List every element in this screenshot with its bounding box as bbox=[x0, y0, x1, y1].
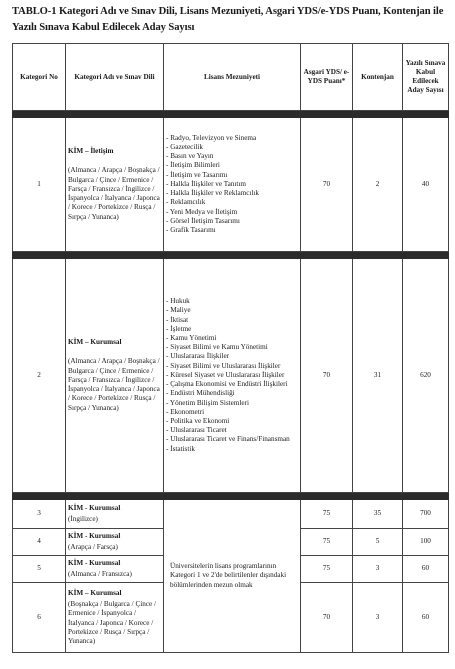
list-item: - Maliye bbox=[166, 306, 191, 315]
header-kontenjan: Kontenjan bbox=[353, 44, 403, 111]
kontenjan-value: 5 bbox=[353, 529, 403, 556]
list-item: - İletişim Bilimleri bbox=[166, 161, 220, 170]
row-number: 2 bbox=[13, 259, 66, 493]
category-cell bbox=[66, 556, 164, 583]
list-item: - Endüstri Mühendisliği bbox=[166, 389, 235, 398]
row-number: 5 bbox=[13, 556, 66, 583]
row-number: 4 bbox=[13, 529, 66, 556]
category-name: KİM – İletişim bbox=[68, 147, 114, 156]
list-item: - Basın ve Yayın bbox=[166, 152, 214, 161]
aday-value: 60 bbox=[403, 556, 449, 583]
category-table bbox=[12, 43, 449, 653]
yds-value: 70 bbox=[301, 583, 353, 653]
category-name: KİM - Kurumsal bbox=[68, 558, 121, 567]
list-item: - Politika ve Ekonomi bbox=[166, 416, 230, 425]
header-aday: Yazılı Sınava Kabul Edilecek Aday Sayısı bbox=[403, 44, 449, 111]
separator-row bbox=[13, 111, 449, 118]
shared-lisans-note: Üniversitelerin lisans programlarının Kategori 1 ve 2'de belirtilenler dışındaki bölümlerinden mezun olmak bbox=[170, 562, 287, 589]
kontenjan-value: 3 bbox=[353, 583, 403, 653]
kontenjan-value: 2 bbox=[353, 118, 403, 252]
list-item: - Küresel Siyaset ve Uluslararası İlişkiler bbox=[166, 370, 285, 379]
kontenjan-value: 3 bbox=[353, 556, 403, 583]
list-item: - Yönetim Bilişim Sistemleri bbox=[166, 398, 249, 407]
list-item: - Reklamcılık bbox=[166, 198, 206, 207]
lisans-list bbox=[166, 297, 298, 453]
header-kategori-adi: Kategori Adı ve Sınav Dili bbox=[66, 44, 164, 111]
lisans-cell bbox=[164, 118, 301, 252]
category-name: KİM - Kurumsal bbox=[68, 531, 121, 540]
table-row bbox=[13, 259, 449, 493]
list-item: - Siyaset Bilimi ve Uluslararası İlişkiler bbox=[166, 361, 281, 370]
category-cell bbox=[66, 529, 164, 556]
list-item: - Kamu Yönetimi bbox=[166, 334, 217, 343]
shared-lisans-cell bbox=[164, 500, 301, 653]
aday-value: 700 bbox=[403, 500, 449, 529]
header-kategori-no: Kategori No bbox=[13, 44, 66, 111]
lisans-list bbox=[166, 134, 298, 235]
list-item: - İstatistik bbox=[166, 444, 195, 453]
kontenjan-value: 31 bbox=[353, 259, 403, 493]
row-number: 6 bbox=[13, 583, 66, 653]
category-languages: (Boşnakça / Bulgarca / Çince / Ermenice / İspanyolca / İtalyanca / Japonca / Korece / Portekizce / Rusça / Sırpça / Yunanca) bbox=[68, 600, 157, 645]
list-item: - Halkla İlişkiler ve Reklamcılık bbox=[166, 189, 260, 198]
category-cell bbox=[66, 500, 164, 529]
list-item: - Radyo, Televizyon ve Sinema bbox=[166, 133, 257, 142]
list-item: - Siyaset Bilimi ve Kamu Yönetimi bbox=[166, 343, 268, 352]
category-languages: (Almanca / Arapça / Boşnakça / Bulgarca / Çince / Ermenice / Farsça / Fransızca / İngilizce / İspanyolca / İtalyanca / Japonca / Korece / Portekizce / Rusça / Sırpça / Yunanca) bbox=[68, 357, 160, 412]
yds-value: 70 bbox=[301, 118, 353, 252]
list-item: - İktisat bbox=[166, 315, 189, 324]
aday-value: 620 bbox=[403, 259, 449, 493]
aday-value: 100 bbox=[403, 529, 449, 556]
list-item: - Hukuk bbox=[166, 297, 190, 306]
category-cell bbox=[66, 583, 164, 653]
yds-value: 75 bbox=[301, 500, 353, 529]
category-languages: (Almanca / Arapça / Boşnakça / Bulgarca / Çince / Ermenice / Farsça / Fransızca / İngilizce / İspanyolca / İtalyanca / Japonca / Korece / Portekizce / Rusça / Sırpça / Yunanca) bbox=[68, 166, 160, 221]
row-number: 1 bbox=[13, 118, 66, 252]
list-item: - İletişim ve Tasarımı bbox=[166, 170, 228, 179]
list-item: - Görsel İletişim Tasarımı bbox=[166, 216, 240, 225]
yds-value: 75 bbox=[301, 556, 353, 583]
list-item: - Halkla İlişkiler ve Tanıtım bbox=[166, 179, 247, 188]
yds-value: 70 bbox=[301, 259, 353, 493]
list-item: - Gazetecilik bbox=[166, 143, 203, 152]
list-item: - İşletme bbox=[166, 324, 192, 333]
table-title: TABLO-1 Kategori Adı ve Sınav Dili, Lisans Mezuniyeti, Asgari YDS/e-YDS Puanı, Kontenjan ile Yazılı Sınava Kabul Edilecek Aday Sayısı bbox=[12, 6, 444, 33]
header-lisans: Lisans Mezuniyeti bbox=[164, 44, 301, 111]
lisans-cell bbox=[164, 259, 301, 493]
table-row bbox=[13, 118, 449, 252]
list-item: - Uluslararası İlişkiler bbox=[166, 352, 230, 361]
yds-value: 75 bbox=[301, 529, 353, 556]
aday-value: 40 bbox=[403, 118, 449, 252]
separator-row bbox=[13, 493, 449, 500]
list-item: - Ekonometri bbox=[166, 407, 205, 416]
category-languages: (Arapça / Farsça) bbox=[68, 543, 118, 551]
list-item: - Yeni Medya ve İletişim bbox=[166, 207, 238, 216]
category-name: KİM - Kurumsal bbox=[68, 503, 121, 512]
list-item: - Uluslararası Ticaret bbox=[166, 426, 227, 435]
category-cell bbox=[66, 259, 164, 493]
header-row bbox=[13, 44, 449, 111]
row-number: 3 bbox=[13, 500, 66, 529]
header-yds: Asgari YDS/ e-YDS Puanı* bbox=[301, 44, 353, 111]
list-item: - Grafik Tasarımı bbox=[166, 225, 216, 234]
list-item: - Uluslararası Ticaret ve Finans/Finansman bbox=[166, 435, 290, 444]
separator-row bbox=[13, 252, 449, 259]
kontenjan-value: 35 bbox=[353, 500, 403, 529]
category-languages: (Almanca / Fransızca) bbox=[68, 570, 132, 578]
aday-value: 60 bbox=[403, 583, 449, 653]
category-cell bbox=[66, 118, 164, 252]
category-name: KİM – Kurumsal bbox=[68, 338, 122, 347]
list-item: - Çalışma Ekonomisi ve Endüstri İlişkileri bbox=[166, 380, 288, 389]
table-row bbox=[13, 500, 449, 529]
category-languages: (İngilizce) bbox=[68, 515, 98, 523]
category-name: KİM – Kurumsal bbox=[68, 588, 122, 597]
